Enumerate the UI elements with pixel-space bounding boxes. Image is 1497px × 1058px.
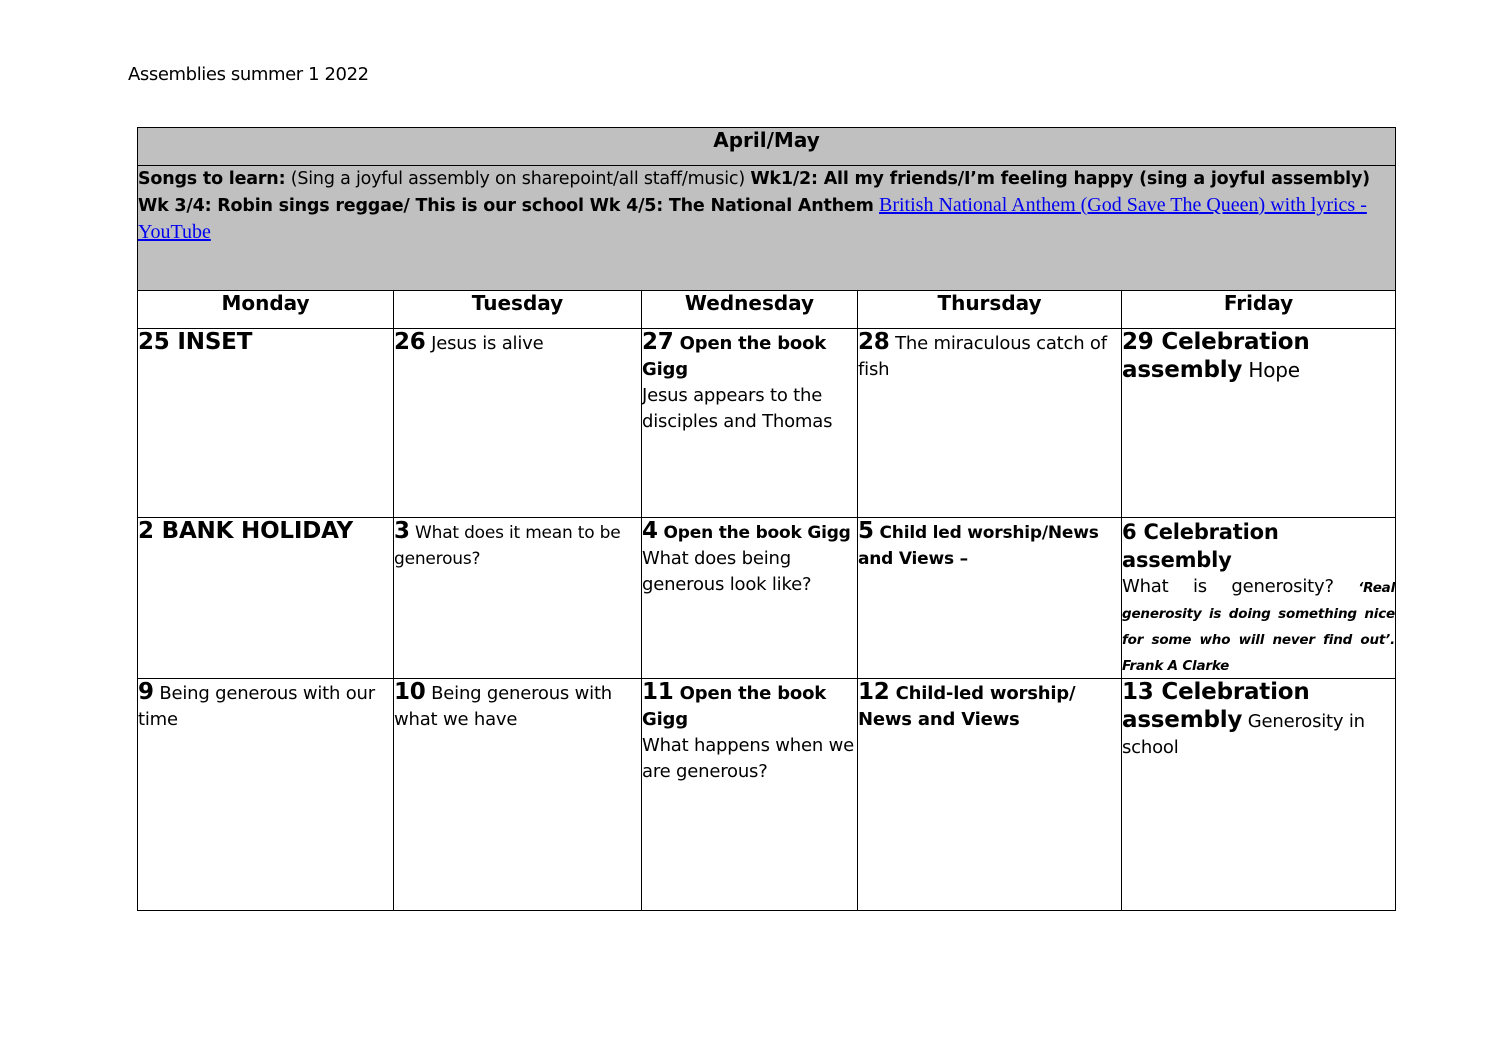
assembly-leader: Open the book Gigg — [642, 683, 827, 730]
cell-w3-tuesday — [394, 679, 642, 911]
date-label: 28 — [858, 329, 890, 355]
assembly-topic: The miraculous catch of fish — [858, 333, 1107, 380]
date-label: 3 — [394, 518, 410, 544]
assembly-topic: Jesus is alive — [425, 333, 544, 354]
cell-w3-wednesday — [642, 679, 858, 911]
date-label: 5 — [858, 518, 874, 544]
assembly-topic: What does being generous look like? — [642, 548, 812, 595]
songs-to-learn — [138, 166, 1396, 291]
date-label: 25 INSET — [138, 329, 253, 355]
cell-w2-tuesday — [394, 518, 642, 679]
date-label: 10 — [394, 679, 426, 705]
cell-w2-monday — [138, 518, 394, 679]
assembly-topic: What is generosity? — [1122, 576, 1359, 597]
cell-w1-wednesday — [642, 329, 858, 518]
assembly-topic: Jesus appears to the disciples and Thomas — [642, 385, 833, 432]
day-header-monday: Monday — [138, 291, 394, 329]
assembly-topic: Hope — [1242, 358, 1300, 382]
date-label: 4 — [642, 518, 658, 544]
assembly-topic: What does it mean to be generous? — [394, 523, 621, 569]
date-label: 2 BANK HOLIDAY — [138, 518, 353, 544]
day-header-wednesday: Wednesday — [642, 291, 858, 329]
cell-w2-thursday — [858, 518, 1122, 679]
assembly-leader: Open the book Gigg — [657, 523, 851, 543]
date-label: 12 — [858, 679, 890, 705]
generosity-quote: ‘Real generosity is doing something nice for some who will never find out’. Frank A Clarke — [1122, 580, 1395, 674]
anthem-youtube-link[interactable]: British National Anthem (God Save The Queen) with lyrics - YouTube — [138, 194, 1367, 243]
date-label: 29 Celebration assembly — [1122, 329, 1310, 383]
assembly-schedule-table — [137, 127, 1396, 911]
cell-w1-monday — [138, 329, 394, 518]
assembly-topic: Being generous with what we have — [394, 683, 613, 730]
document-title: Assemblies summer 1 2022 — [128, 64, 369, 85]
cell-w3-thursday — [858, 679, 1122, 911]
assembly-topic-with-quote — [1122, 574, 1395, 678]
cell-w3-friday — [1122, 679, 1396, 911]
songs-weeks: Wk1/2: All my friends/I’m feeling happy (sing a joyful assembly) Wk 3/4: Robin sings reggae/ This is our school Wk 4/5: The National Anthem — [138, 169, 1370, 216]
cell-w2-friday — [1122, 518, 1396, 679]
date-label: 11 — [642, 679, 674, 705]
date-label: 9 — [138, 679, 154, 705]
date-label: 26 — [394, 329, 426, 355]
cell-w1-tuesday — [394, 329, 642, 518]
assembly-topic: Generosity in school — [1122, 711, 1365, 758]
cell-w2-wednesday — [642, 518, 858, 679]
month-header: April/May — [138, 128, 1396, 166]
day-header-thursday: Thursday — [858, 291, 1122, 329]
date-label: 27 — [642, 329, 674, 355]
cell-w1-friday — [1122, 329, 1396, 518]
assembly-leader: Child-led worship/ News and Views — [858, 683, 1076, 730]
assembly-topic: Being generous with our time — [138, 683, 375, 730]
assembly-leader: Child led worship/News and Views – — [858, 523, 1099, 569]
assembly-leader: Open the book Gigg — [642, 333, 827, 380]
cell-w3-monday — [138, 679, 394, 911]
day-header-friday: Friday — [1122, 291, 1396, 329]
songs-source: (Sing a joyful assembly on sharepoint/all staff/music) — [285, 169, 751, 189]
date-label: 13 Celebration assembly — [1122, 679, 1310, 733]
cell-w1-thursday — [858, 329, 1122, 518]
day-header-tuesday: Tuesday — [394, 291, 642, 329]
date-label: 6 Celebration assembly — [1122, 520, 1279, 572]
assembly-topic: What happens when we are generous? — [642, 735, 855, 782]
songs-label: Songs to learn: — [138, 169, 286, 189]
